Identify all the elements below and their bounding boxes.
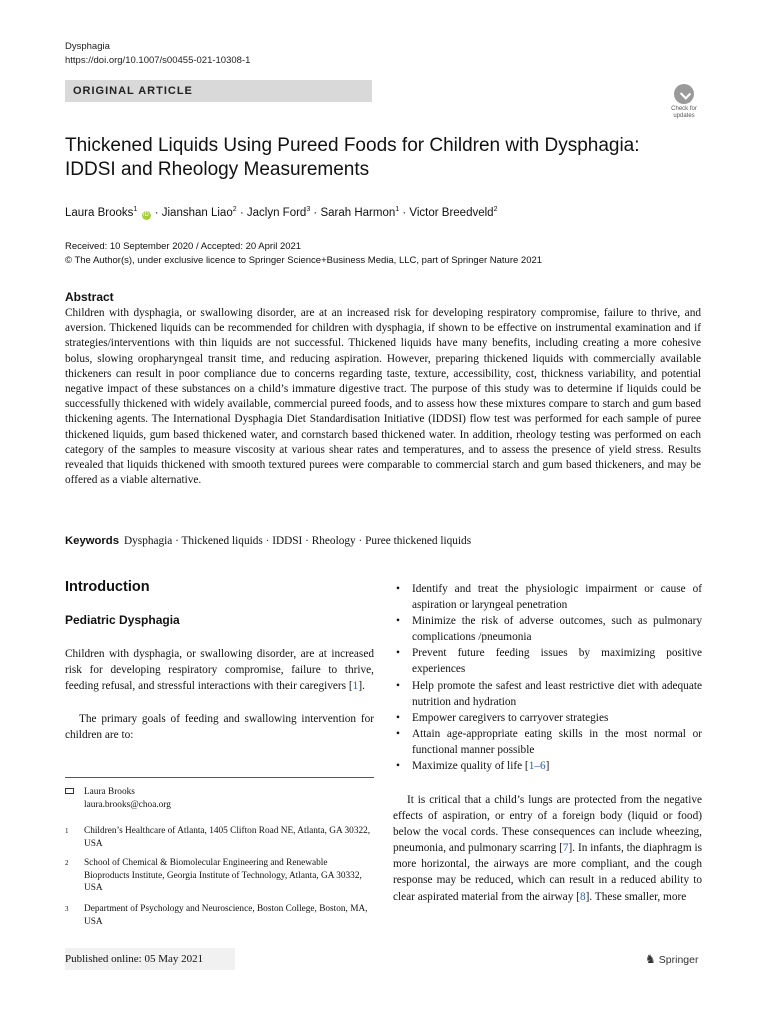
author-affiliation-ref: 1: [395, 206, 400, 213]
subsection-heading: Pediatric Dysphagia: [65, 613, 180, 627]
intro-paragraph-1: [65, 646, 374, 694]
envelope-icon: [65, 788, 74, 794]
corresponding-name: Laura Brooks: [84, 787, 135, 797]
doi-link[interactable]: https://doi.org/10.1007/s00455-021-10308-1: [65, 55, 251, 66]
citation-link[interactable]: 1: [352, 680, 359, 693]
intro-paragraph-3: [393, 792, 702, 905]
author-name: Jianshan Liao: [161, 206, 233, 219]
abstract-text: Children with dysphagia, or swallowing disorder, are at an increased risk for developing respiratory compromise, failure to thrive, and aversion. Thickened liquids can be recommended for children with dysphagia, if shown to be effective on instrumental examination and if strategies/interventions with thin liquids are not successful. Thickened liquids have many benefits, including creating a more cohesive bolus, slowing oropharyngeal transit time, and reducing aspiration. However, preparing thickened liquids with commercially available thickeners can result in poor compliance due to concerns regarding taste, texture, accessibility, cost, thickness variability, and potential negative impact of these substances on a child’s immature digestive tract. The purpose of this study was to determine if liquids could be successfully thickened with widely available, commercial pureed foods, and to assess how these mixtures compare to starch and gum based thickening agents. The International Dysphagia Diet Standardisation Initiative (IDDSI) flow test was performed for each sample of puree thickened liquids, gum based thickened water, and cornstarch based thickened water. In addition, rheology testing was performed on each category of the samples to measure viscosity at various shear rates and temperatures, and to assess the presence of yield stress. Results revealed that liquids thickened with smooth textured purees were comparable to commercial starch and gum based thickeners, and may be offered as a viable alternative.: [65, 307, 701, 487]
affiliation-number: 1: [65, 827, 69, 835]
list-item: [393, 758, 702, 774]
author-separator: ·: [399, 206, 410, 219]
check-icon: [674, 84, 694, 104]
paragraph-text: ]. These smaller, more: [585, 890, 687, 903]
keywords-list: Dysphagia · Thickened liquids · IDDSI · Rheology · Puree thickened liquids: [124, 535, 472, 547]
citation-link[interactable]: 1–6: [528, 760, 546, 773]
author-separator: ·: [236, 206, 247, 219]
list-item: • Identify and treat the physiologic impairment or cause of aspiration or laryngeal penetration: [393, 581, 702, 613]
list-item: • Help promote the safest and least restrictive diet with adequate nutrition and hydration: [393, 678, 702, 710]
author-affiliation-ref: 2: [232, 206, 237, 213]
affiliation-1: [65, 825, 374, 855]
abstract-heading: Abstract: [65, 290, 114, 304]
springer-horse-icon: ♞: [645, 952, 656, 966]
paragraph-text: It is critical that a child’s lungs are protected from the negative effects of aspiration, or entry of a foreign body (liquid or food) below the vocal cords. These consequences can include wheezing, pneumonia, and pulmonary scarring [: [393, 794, 702, 855]
section-heading: Introduction: [65, 579, 150, 595]
citation-link[interactable]: 7: [562, 842, 569, 855]
received-accepted: Received: 10 September 2020 / Accepted: 20 April 2021: [65, 241, 302, 252]
intro-paragraph-2: The primary goals of feeding and swallowing intervention for children are to:: [65, 713, 374, 742]
corresponding-details: [84, 786, 374, 811]
title-line-1: Thickened Liquids Using Pureed Foods for Children with Dysphagia:: [65, 135, 640, 156]
title-line-2: IDDSI and Rheology Measurements: [65, 159, 370, 180]
corresponding-author: [65, 786, 374, 816]
footnote-divider: [65, 777, 374, 778]
badge-line1: Check for: [671, 106, 697, 112]
list-item-text: Maximize quality of life [: [412, 760, 529, 773]
affiliation-3: [65, 903, 374, 933]
affiliation-text: Department of Psychology and Neuroscience, Boston College, Boston, MA, USA: [84, 904, 368, 927]
paragraph-text: Children with dysphagia, or swallowing disorder, are at increased risk for developing respiratory compromise, failure to thrive, feeding refusal, and stressful interactions with their caregivers [: [65, 648, 374, 693]
author-affiliation-ref: 3: [306, 206, 311, 213]
list-item: • Prevent future feeding issues by maximizing positive experiences: [393, 645, 702, 677]
paragraph-text: ].: [358, 680, 365, 693]
goals-list: [393, 581, 702, 774]
corresponding-email[interactable]: laura.brooks@choa.org: [84, 799, 171, 810]
author-separator: ·: [310, 206, 321, 219]
author-separator: ·: [154, 206, 162, 219]
affiliation-text: Children’s Healthcare of Atlanta, 1405 Clifton Road NE, Atlanta, GA 30322, USA: [84, 826, 371, 849]
journal-name: Dysphagia: [65, 41, 110, 52]
citation-link[interactable]: 8: [579, 890, 586, 903]
publisher-logo: [645, 952, 698, 966]
article-title: [65, 134, 705, 182]
check-for-updates-badge[interactable]: [664, 84, 704, 124]
author-name: Sarah Harmon: [320, 206, 396, 219]
author-name: Laura Brooks: [65, 206, 134, 219]
author-name: Victor Breedveld: [409, 206, 494, 219]
article-type-banner: ORIGINAL ARTICLE: [65, 80, 372, 102]
orcid-icon[interactable]: iD: [143, 211, 149, 218]
author-affiliation-ref: 1: [133, 206, 138, 213]
affiliation-2: [65, 857, 374, 901]
paragraph-text: ]. In infants, the diaphragm is more horizontal, the airways are more compliant, and the cough response may be reduced, which can result in a reduced ability to clear aspirated material from the airway [: [393, 842, 702, 903]
list-item: • Minimize the risk of adverse outcomes, such as pulmonary complications /pneumonia: [393, 613, 702, 645]
author-affiliation-ref: 2: [493, 206, 498, 213]
badge-line2: updates: [673, 113, 695, 119]
author-list: [65, 202, 497, 221]
affiliation-number: 3: [65, 905, 69, 913]
affiliation-text: School of Chemical & Biomolecular Engineering and Renewable Bioproducts Institute, Georgia Institute of Technology, Atlanta, GA 30332, USA: [84, 858, 362, 893]
keywords-line: [65, 533, 471, 549]
list-item: • Empower caregivers to carryover strategies: [393, 710, 702, 726]
publisher-name: Springer: [658, 954, 699, 966]
list-item: • Attain age-appropriate eating skills in the most normal or functional manner possible: [393, 726, 702, 758]
published-date: Published online: 05 May 2021: [65, 953, 204, 965]
keywords-label: Keywords: [65, 535, 119, 547]
list-item-text: ]: [545, 760, 550, 773]
affiliation-number: 2: [65, 859, 69, 867]
author-name: Jaclyn Ford: [246, 206, 307, 219]
publication-dates: [65, 240, 542, 268]
copyright-line: © The Author(s), under exclusive licence to Springer Science+Business Media, LLC, part of Springer Nature 2021: [65, 255, 543, 266]
